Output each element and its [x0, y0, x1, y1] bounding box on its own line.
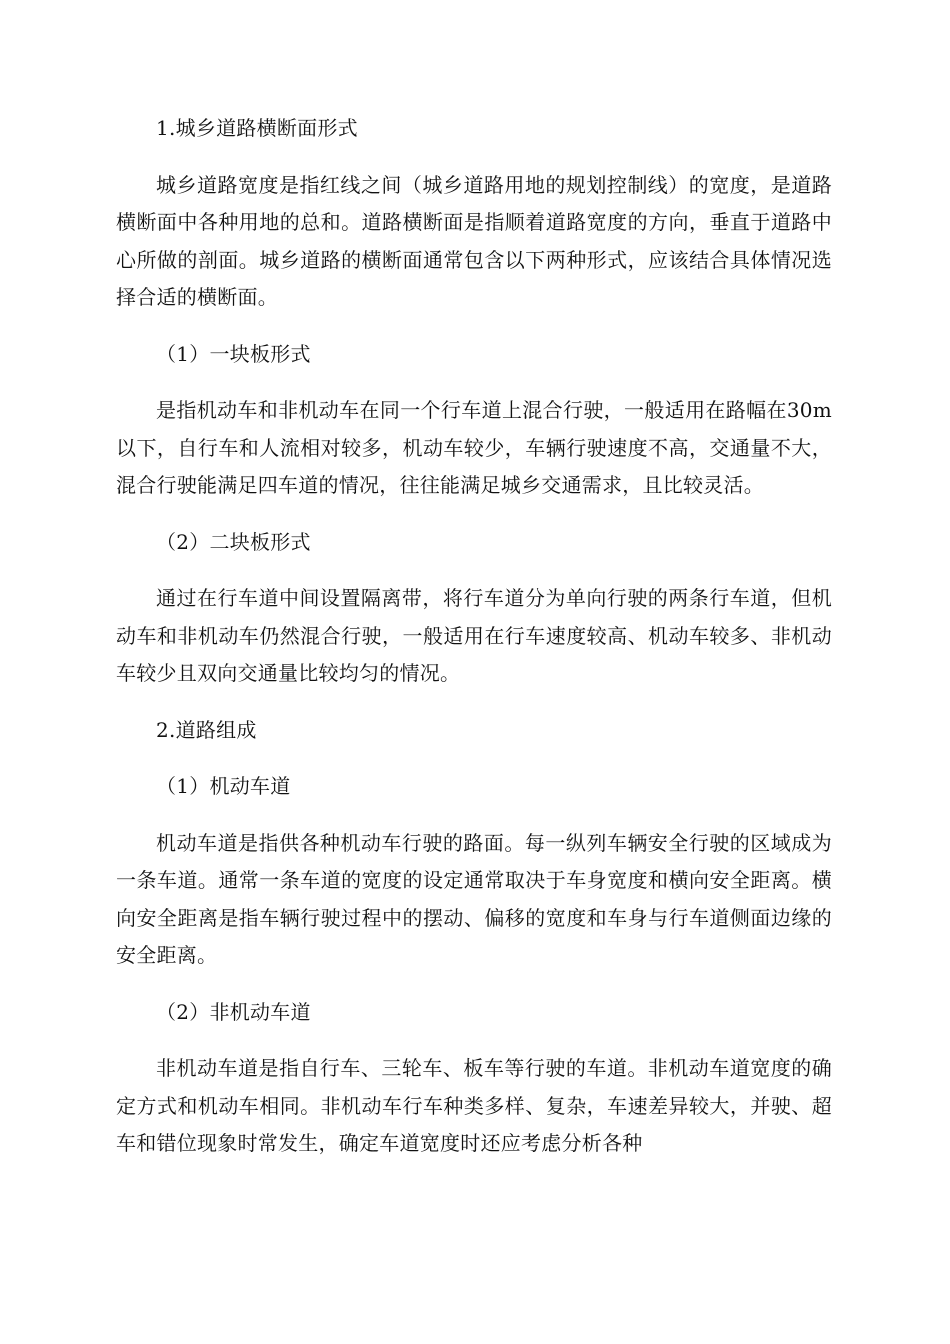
paragraph-two-board: 通过在行车道中间设置隔离带，将行车道分为单向行驶的两条行车道，但机动车和非机动车仍然混合行驶，一般适用在行车速度较高、机动车较多、非机动车较少且双向交通量比较均匀的情况。	[116, 586, 832, 685]
subheading-non-motor-lane: （2）非机动车道	[156, 999, 311, 1024]
document-page	[116, 110, 832, 1163]
subheading-motor-lane: （1）机动车道	[156, 774, 291, 798]
subheading-one-board: （1）一块板形式	[156, 341, 311, 366]
paragraph-road-width: 城乡道路宽度是指红线之间（城乡道路用地的规划控制线）的宽度，是道路横断面中各种用地的总和。道路横断面是指顺着道路宽度的方向，垂直于道路中心所做的剖面。城乡道路的横断面通常包含以下两种形式，应该结合具体情况选择合适的横断面。	[116, 172, 832, 309]
paragraph-one-board: 是指机动车和非机动车在同一个行车道上混合行驶，一般适用在路幅在30m以下，自行车和人流相对较多，机动车较少，车辆行驶速度不高，交通量不大，混合行驶能满足四车道的情况，往往能满足城乡交通需求，且比较灵活。	[116, 398, 832, 497]
section-heading-road-cross-section: 1.城乡道路横断面形式	[156, 116, 358, 140]
paragraph-non-motor-lane: 非机动车道是指自行车、三轮车、板车等行驶的车道。非机动车道宽度的确定方式和机动车相同。非机动车行车种类多样、复杂，车速差异较大，并驶、超车和错位现象时常发生，确定车道宽度时还应考虑分析各种	[116, 1056, 832, 1155]
section-heading-road-composition: 2.道路组成	[156, 717, 257, 742]
paragraph-motor-lane: 机动车道是指供各种机动车行驶的路面。每一纵列车辆安全行驶的区域成为一条车道。通常一条车道的宽度的设定通常取决于车身宽度和横向安全距离。横向安全距离是指车辆行驶过程中的摆动、偏移的宽度和车身与行车道侧面边缘的安全距离。	[116, 830, 832, 967]
subheading-two-board: （2）二块板形式	[156, 529, 311, 554]
